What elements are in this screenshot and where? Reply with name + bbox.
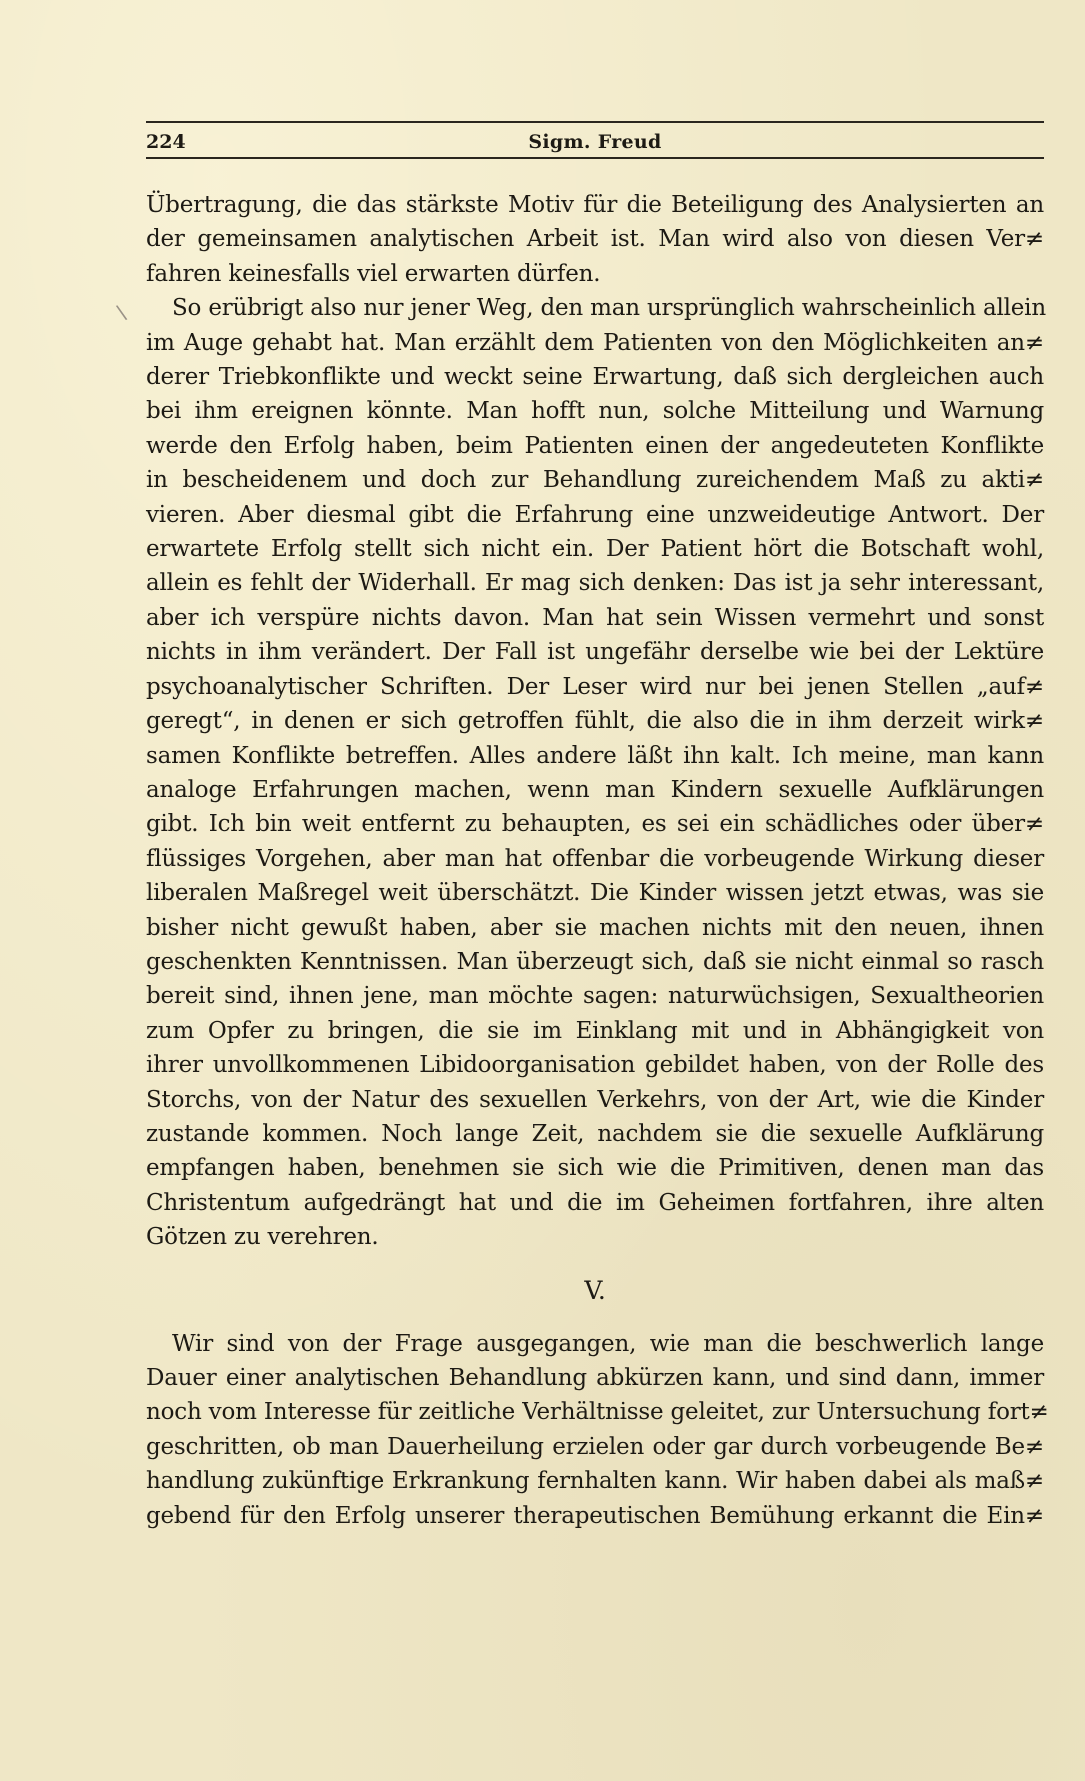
text-line: geschenkten Kenntnissen. Man überzeugt sich, daß sie nicht einmal so rasch	[146, 948, 1044, 975]
text-line: psychoanalytischer Schriften. Der Leser wird nur bei jenen Stellen „auf≠	[146, 673, 1044, 700]
text-line: fahren keinesfalls viel erwarten dürfen.	[146, 260, 601, 287]
text-line: Storchs, von der Natur des sexuellen Verkehrs, von der Art, wie die Kinder	[146, 1086, 1044, 1113]
text-line: analoge Erfahrungen machen, wenn man Kindern sexuelle Aufklärungen	[146, 776, 1044, 803]
running-head: Sigm. Freud	[528, 131, 662, 153]
text-line: bereit sind, ihnen jene, man möchte sagen: naturwüchsigen, Sexualtheorien	[146, 983, 1044, 1010]
text-line: geregt“, in denen er sich getroffen fühlt, die also die in ihm derzeit wirk≠	[146, 708, 1044, 735]
page-number: 224	[146, 131, 186, 153]
book-page	[146, 118, 1049, 1678]
text-line: allein es fehlt der Widerhall. Er mag sich denken: Das ist ja sehr interessant,	[146, 570, 1044, 597]
text-line: gebend für den Erfolg unserer therapeutischen Bemühung erkannt die Ein≠	[146, 1502, 1044, 1529]
text-line: gibt. Ich bin weit entfernt zu behaupten, es sei ein schädliches oder über≠	[146, 811, 1044, 838]
text-line: bisher nicht gewußt haben, aber sie machen nichts mit den neuen, ihnen	[146, 914, 1044, 941]
text-line: Christentum aufgedrängt hat und die im Geheimen fortfahren, ihre alten	[146, 1189, 1044, 1216]
text-line: derer Triebkonflikte und weckt seine Erwartung, daß sich dergleichen auch	[146, 364, 1044, 391]
text-line: samen Konflikte betreffen. Alles andere läßt ihn kalt. Ich meine, man kann	[146, 742, 1044, 769]
section-heading: V.	[584, 1275, 606, 1305]
text-line: im Auge gehabt hat. Man erzählt dem Patienten von den Möglichkeiten an≠	[146, 329, 1044, 356]
text-line: Übertragung, die das stärkste Motiv für die Beteiligung des Analysierten an	[146, 192, 1044, 218]
text-line: Wir sind von der Frage ausgegangen, wie man die beschwerlich lange	[172, 1330, 1044, 1357]
header-bottom-rule	[146, 157, 1044, 159]
text-line: Götzen zu verehren.	[146, 1224, 379, 1251]
text-line: aber ich verspüre nichts davon. Man hat sein Wissen vermehrt und sonst	[146, 604, 1044, 631]
paragraph-3	[146, 1327, 1049, 1533]
text-line: zum Opfer zu bringen, die sie im Einklang mit und in Abhängigkeit von	[146, 1017, 1044, 1044]
text-line: zustande kommen. Noch lange Zeit, nachdem sie die sexuelle Aufklärung	[146, 1120, 1044, 1147]
text-line: vieren. Aber diesmal gibt die Erfahrung eine unzweideutige Antwort. Der	[146, 501, 1044, 528]
text-line: der gemeinsamen analytischen Arbeit ist. Man wird also von diesen Ver≠	[146, 226, 1044, 253]
text-line: noch vom Interesse für zeitliche Verhältnisse geleitet, zur Untersuchung fort≠	[146, 1399, 1049, 1426]
paragraph-1	[146, 188, 1044, 291]
paragraph-2	[146, 291, 1044, 1254]
text-line: ihrer unvollkommenen Libidoorganisation gebildet haben, von der Rolle des	[146, 1052, 1044, 1079]
text-line: werde den Erfolg haben, beim Patienten einen der angedeuteten Konflikte	[146, 432, 1044, 459]
text-line: flüssiges Vorgehen, aber man hat offenbar die vorbeugende Wirkung dieser	[146, 845, 1044, 872]
header-top-rule	[146, 121, 1044, 123]
text-line: geschritten, ob man Dauerheilung erzielen oder gar durch vorbeugende Be≠	[146, 1433, 1044, 1460]
margin-pencil-mark: \	[114, 299, 129, 325]
text-line: liberalen Maßregel weit überschätzt. Die Kinder wissen jetzt etwas, was sie	[146, 880, 1044, 907]
text-line: erwartete Erfolg stellt sich nicht ein. Der Patient hört die Botschaft wohl,	[146, 536, 1044, 563]
text-line: empfangen haben, benehmen sie sich wie die Primitiven, denen man das	[146, 1155, 1044, 1182]
text-line: in bescheidenem und doch zur Behandlung zureichendem Maß zu akti≠	[146, 467, 1044, 494]
text-line: Dauer einer analytischen Behandlung abkürzen kann, und sind dann, immer	[146, 1365, 1044, 1391]
page-header	[146, 130, 1044, 154]
text-line: bei ihm ereignen könnte. Man hofft nun, solche Mitteilung und Warnung	[146, 398, 1044, 425]
text-line: nichts in ihm verändert. Der Fall ist ungefähr derselbe wie bei der Lektüre	[146, 639, 1044, 666]
body-text	[146, 188, 1049, 1533]
text-line: handlung zukünftige Erkrankung fernhalten kann. Wir haben dabei als maß≠	[146, 1468, 1044, 1495]
text-line: So erübrigt also nur jener Weg, den man ursprünglich wahrscheinlich allein	[172, 295, 1046, 322]
